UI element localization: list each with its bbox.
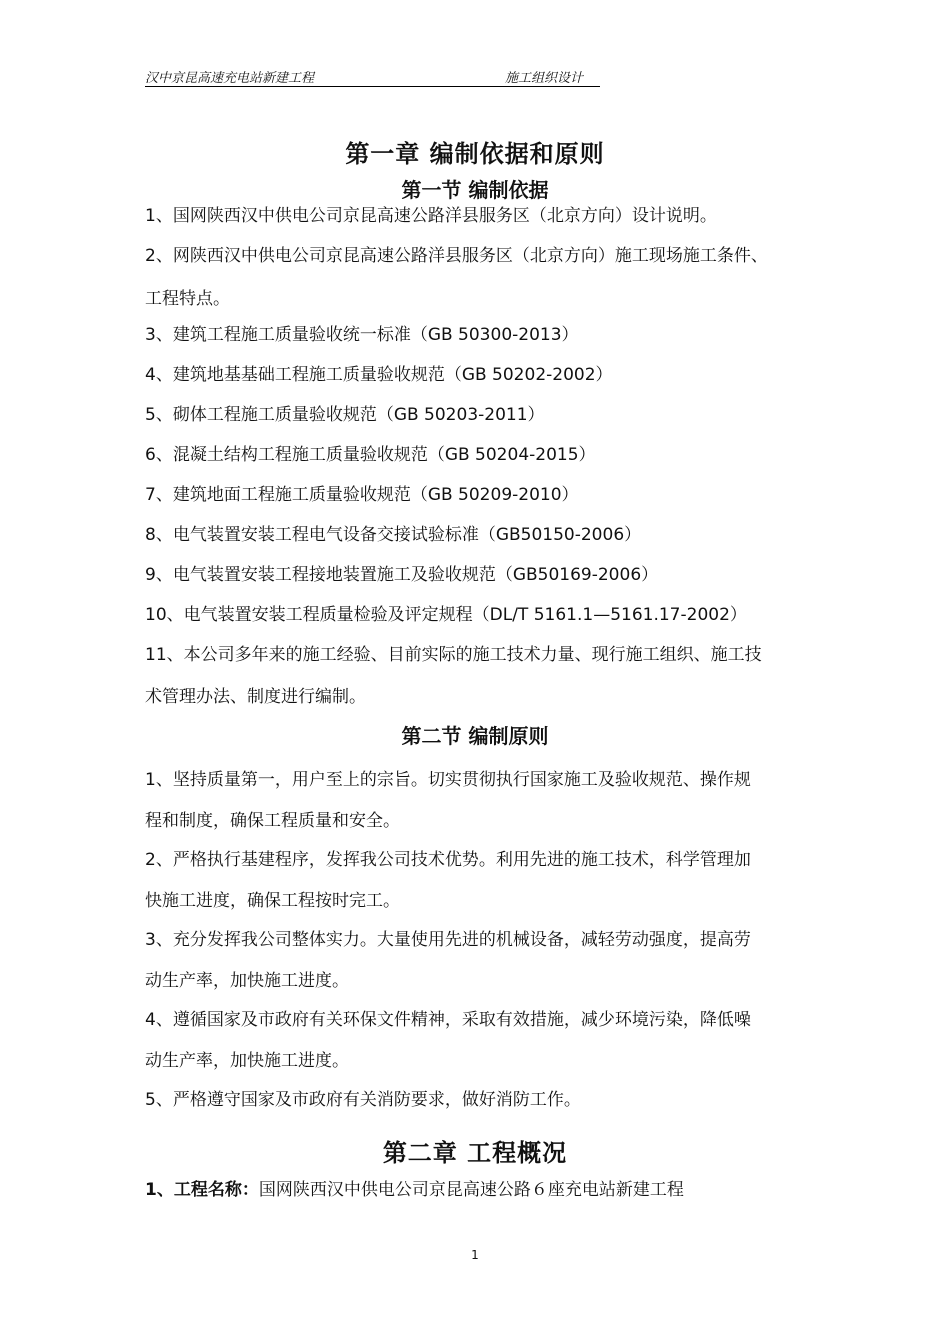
section2-title: 第二节 编制原则 [401, 724, 549, 748]
principle-line-5: 3、充分发挥我公司整体实力。大量使用先进的机械设备，减轻劳动强度，提高劳 [145, 930, 751, 950]
principle-line-1: 1、坚持质量第一，用户至上的宗旨。切实贯彻执行国家施工及验收规范、操作规 [145, 770, 751, 790]
principle-line-9: 5、严格遵守国家及市政府有关消防要求，做好消防工作。 [145, 1090, 581, 1110]
page-header [145, 66, 600, 87]
basis-line-10: 9、电气装置安装工程接地装置施工及验收规范（GB50169-2006） [145, 565, 659, 585]
basis-line-8: 7、建筑地面工程施工质量验收规范（GB 50209-2010） [145, 485, 579, 505]
basis-line-9: 8、电气装置安装工程电气设备交接试验标准（GB50150-2006） [145, 525, 642, 545]
principle-line-8: 动生产率，加快施工进度。 [145, 1051, 349, 1071]
basis-line-7: 6、混凝土结构工程施工质量验收规范（GB 50204-2015） [145, 445, 596, 465]
project-name-label: 1、工程名称： [145, 1180, 259, 1200]
basis-line-11: 10、电气装置安装工程质量检验及评定规程（DL/T 5161.1—5161.17-2002） [145, 605, 747, 625]
basis-line-1: 1、国网陕西汉中供电公司京昆高速公路洋县服务区（北京方向）设计说明。 [145, 206, 717, 226]
section1-title: 第一节 编制依据 [401, 178, 549, 202]
basis-line-12: 11、本公司多年来的施工经验、目前实际的施工技术力量、现行施工组织、施工技 [145, 645, 762, 665]
chapter1-title: 第一章 编制依据和原则 [345, 140, 605, 168]
basis-line-2: 2、网陕西汉中供电公司京昆高速公路洋县服务区（北京方向）施工现场施工条件、 [145, 246, 768, 266]
project-name-line [145, 1175, 684, 1200]
principle-line-6: 动生产率，加快施工进度。 [145, 971, 349, 991]
basis-line-13: 术管理办法、制度进行编制。 [145, 687, 366, 707]
principle-line-3: 2、严格执行基建程序，发挥我公司技术优势。利用先进的施工技术，科学管理加 [145, 850, 751, 870]
basis-line-6: 5、砌体工程施工质量验收规范（GB 50203-2011） [145, 405, 545, 425]
basis-line-4: 3、建筑工程施工质量验收统一标准（GB 50300-2013） [145, 325, 579, 345]
principle-line-2: 程和制度，确保工程质量和安全。 [145, 811, 400, 831]
header-project-name: 汉中京昆高速充电站新建工程 [145, 71, 315, 86]
principle-line-7: 4、遵循国家及市政府有关环保文件精神，采取有效措施，减少环境污染，降低噪 [145, 1010, 751, 1030]
basis-line-3: 工程特点。 [145, 289, 230, 309]
project-name-value: 国网陕西汉中供电公司京昆高速公路６座充电站新建工程 [258, 1180, 684, 1200]
page-number: 1 [471, 1248, 479, 1262]
principle-line-4: 快施工进度，确保工程按时完工。 [145, 891, 400, 911]
chapter2-title: 第二章 工程概况 [382, 1139, 568, 1167]
basis-line-5: 4、建筑地基基础工程施工质量验收规范（GB 50202-2002） [145, 365, 613, 385]
header-doc-type: 施工组织设计 [505, 71, 584, 86]
